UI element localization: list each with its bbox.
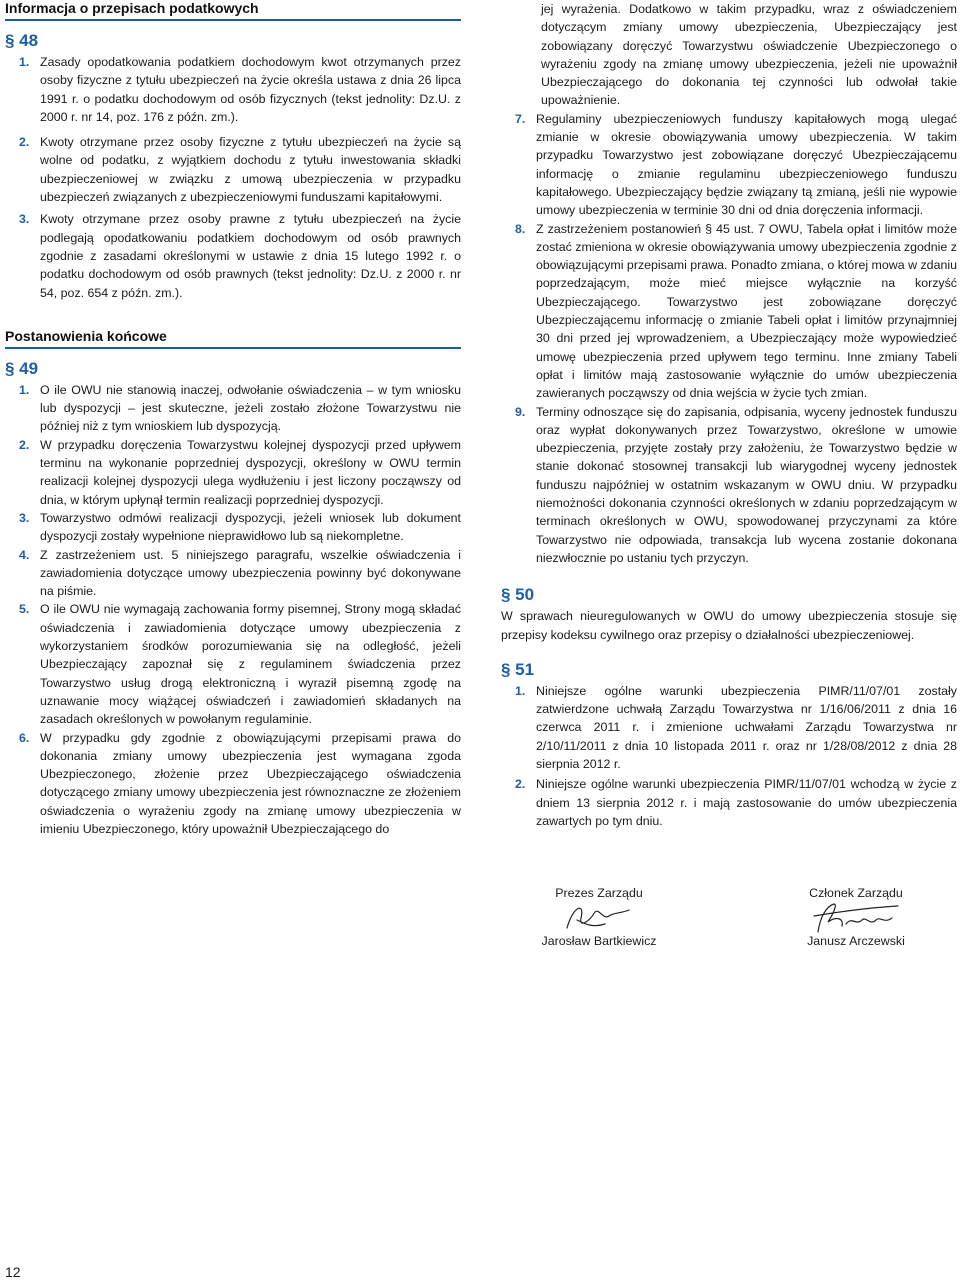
item-text: Kwoty otrzymane przez osoby fizyczne z tytułu ubezpieczeń na życie są wolne od podatku, z wyjątkiem dochodu z tytułu inwestowania składki ubezpieczeniowej w związku z umową ubezpieczenia w przypadku ubezpieczeń związanych z ubezpieczeniowymi funduszami kapitałowymi. <box>40 135 461 205</box>
item-text: O ile OWU nie stanowią inaczej, odwołanie oświadczenia – w tym wniosku lub dyspozycji – jest skuteczne, jeżeli zostało złożone Towarzystwu nie później niż z tym wnioskiem lub dyspozycją. <box>40 382 461 434</box>
list-item <box>5 546 461 601</box>
item-number: 2. <box>19 437 30 452</box>
list-item <box>5 600 461 728</box>
item-number: 3. <box>19 212 30 227</box>
list-item <box>5 509 461 546</box>
item-number: 2. <box>19 135 30 150</box>
list-item <box>501 220 957 403</box>
list-item <box>5 381 461 436</box>
list-item <box>5 53 461 126</box>
signature-role: Prezes Zarządu <box>555 886 643 900</box>
item-text: Niniejsze ogólne warunki ubezpieczenia PIMR/11/07/01 zostały zatwierdzone uchwałą Zarządu Towarzystwa nr 1/16/06/2011 z dnia 16 czerwca 2011 r. i zmienione uchwałami Zarządu Towarzystwa nr 2/10/11/2011 z dnia 10 listopada 2011 r. oraz nr 1/28/08/2012 z dnia 28 sierpnia 2012 r. <box>536 683 957 771</box>
handwritten-signature-icon <box>808 898 904 938</box>
list-item <box>501 682 957 773</box>
signature-role: Członek Zarządu <box>809 886 903 900</box>
item-number: 3. <box>19 510 30 525</box>
item-text: Niniejsze ogólne warunki ubezpieczenia PIMR/11/07/01 wchodzą w życie z dniem 13 sierpnia 2012 r. i mają zastosowanie do umów ubezpieczenia zawartych po tym dniu. <box>536 777 957 828</box>
item-number: 1. <box>515 683 526 698</box>
left-column <box>5 0 461 838</box>
page-number: 12 <box>5 1264 21 1280</box>
paragraph-49-item-6-continuation: jej wyrażenia. Dodatkowo w takim przypadku, wraz z oświadczeniem dotyczącym zmiany umowy ubezpieczenia, Ubezpieczający jest zobowiązany doręczyć Towarzystwu oświadczenie Ubezpieczonego o wyrażeniu zgody na zmianę umowy ubezpieczenia, jeżeli nie upoważnił Ubezpieczającego do dokonania tej czynności lub odwołał takie upoważnienie. <box>541 2 957 108</box>
item-text: W przypadku doręczenia Towarzystwu kolejnej dyspozycji przed upływem terminu na wykonanie poprzedniej dyspozycji, określony w OWU termin realizacji kolejnej dyspozycji ulega wydłużeniu i jest liczony począwszy od dnia, w którym upłynął termin realizacji poprzedniej dyspozycji. <box>40 437 461 507</box>
item-text: Kwoty otrzymane przez osoby prawne z tytułu ubezpieczeń na życie podlegają opodatkowaniu podatkiem dochodowym od osób prawnych zgodnie z zasadami określonymi w ustawie z dnia 15 lutego 1992 r. o podatku dochodowym od osób prawnych (tekst jednolity: Dz.U. z 2000 r. nr 54, poz. 654 z późn. zm.). <box>40 212 461 300</box>
list-item <box>5 133 461 206</box>
item-number: 8. <box>515 221 526 236</box>
item-text: Towarzystwo odmówi realizacji dyspozycji, jeżeli wniosek lub dokument dyspozycji zostały wypełnione nieprawidłowo lub są niekompletne. <box>40 510 461 544</box>
item-number: 7. <box>515 111 526 126</box>
item-text: Z zastrzeżeniem postanowień § 45 ust. 7 OWU, Tabela opłat i limitów może zostać zmieniona w okresie obowiązywania umowy ubezpieczenia zgodnie z obowiązującymi przepisami prawa. Ponadto zmiana, o której mowa w zdaniu poprzedzającym, może mieć miejsce wyłącznie na korzyść Ubezpieczającego. Towarzystwo jest zobowiązane doręczyć Ubezpieczającemu informację o zmianie Tabeli opłat i limitów przynajmniej 30 dni przed jej wprowadzeniem, a Ubezpieczający może wypowiedzieć umowę ubezpieczenia przed upływem tego terminu. Inne zmiany Tabeli opłat i limitów mają zastosowanie wyłącznie do umów ubezpieczenia zawieranych począwszy od dnia wejścia w życie tych zmian. <box>536 221 957 401</box>
paragraph-49-heading: § 49 <box>5 358 39 378</box>
list-item <box>5 210 461 301</box>
paragraph-49-list-continued <box>501 110 957 567</box>
paragraph-51-list <box>501 682 957 830</box>
section-title-final-provisions: Postanowienia końcowe <box>5 328 461 349</box>
signature-name: Janusz Arczewski <box>807 934 905 948</box>
paragraph-50-heading: § 50 <box>501 585 535 605</box>
item-number: 9. <box>515 404 526 419</box>
item-number: 1. <box>19 382 30 397</box>
list-item <box>501 403 957 568</box>
paragraph-48-list <box>5 53 461 302</box>
item-text: Terminy odnoszące się do zapisania, odpisania, wyceny jednostek funduszu oraz wypłat dokonywanych przez Towarzystwo, określone w umowie ubezpieczenia, przyjęte zostały przy założeniu, że Towarzystwo będzie w stanie dokonać stosownej transakcji lub wiarygodnej wyceny jednostek funduszu najpóźniej w ostatnim wskazanym w OWU dniu. W przypadku niemożności dokonania czynności określonych w zdaniu poprzedzającym w terminach określonych w OWU, spowodowanej przyczynami za które Towarzystwo nie odpowiada, transakcja lub wycena zostanie dokonana niezwłocznie po ustaniu tych przyczyn. <box>536 404 957 565</box>
item-number: 1. <box>19 55 30 69</box>
list-item <box>501 775 957 830</box>
paragraph-48-heading: § 48 <box>5 31 39 50</box>
item-number: 5. <box>19 602 30 617</box>
paragraph-50-text: W sprawach nieuregulowanych w OWU do umowy ubezpieczenia stosuje się przepisy kodeksu cywilnego oraz przepisy o działalności ubezpieczeniowej. <box>501 609 957 642</box>
handwritten-signature-icon <box>559 898 639 938</box>
right-column <box>501 0 957 830</box>
signature-name: Jarosław Bartkiewicz <box>541 934 657 948</box>
item-number: 2. <box>515 777 526 792</box>
item-text: Zasady opodatkowania podatkiem dochodowym kwot otrzymanych przez osoby fizyczne z tytułu ubezpieczeń na życie określa ustawa z dnia 26 lipca 1991 r. o podatku dochodowym od osób fizycznych (tekst jednolity: Dz.U. z 2000 r. nr 14, poz. 176 z późn. zm.). <box>40 55 461 124</box>
item-text: Regulaminy ubezpieczeniowych funduszy kapitałowych mogą ulegać zmianie w okresie obowiązywania umowy ubezpieczenia. W takim przypadku Towarzystwo jest zobowiązane doręczyć Ubezpieczającemu informację o zmianie regulaminu ubezpieczeniowego funduszu kapitałowego. Ubezpieczający będzie związany tą zmianą, jeśli nie wypowie umowy ubezpieczenia w terminie 30 dni od dnia doręczenia informacji. <box>536 111 957 218</box>
item-number: 6. <box>19 730 30 745</box>
list-item <box>5 436 461 509</box>
paragraph-49-list <box>5 381 461 838</box>
list-item <box>501 110 957 220</box>
section-title-tax-info: Informacja o przepisach podatkowych <box>5 0 461 21</box>
signatures <box>501 880 957 950</box>
item-text: Z zastrzeżeniem ust. 5 niniejszego paragrafu, wszelkie oświadczenia i zawiadomienia dotyczące umowy ubezpieczenia powinny być dokonywane na piśmie. <box>40 547 461 599</box>
item-text: O ile OWU nie wymagają zachowania formy pisemnej, Strony mogą składać oświadczenia i zawiadomienia dotyczące umowy ubezpieczenia z wykorzystaniem środków porozumiewania się na odległość, jeżeli Ubezpieczający zapoznał się z regulaminem świadczenia przez Towarzystwo usług drogą elektroniczną i wyraził pisemną zgodę na uznawanie mocy wiążącej oświadczeń i zawiadomień składanych na zasadach określonych w powołanym regulaminie. <box>40 602 461 727</box>
item-text: W przypadku gdy zgodnie z obowiązującymi przepisami prawa do dokonania zmiany umowy ubezpieczenia jest wymagana zgoda Ubezpieczonego, złożenie przez Ubezpieczającego oświadczenia dotyczącego zmiany umowy ubezpieczenia jest równoznaczne ze złożeniem oświadczenia o wyrażeniu zgody na zmianę umowy ubezpieczenia w imieniu Ubezpieczonego, który upoważnił Ubezpieczającego do <box>40 730 461 836</box>
list-item <box>5 729 461 839</box>
item-number: 4. <box>19 547 30 562</box>
paragraph-51-heading: § 51 <box>501 659 535 679</box>
